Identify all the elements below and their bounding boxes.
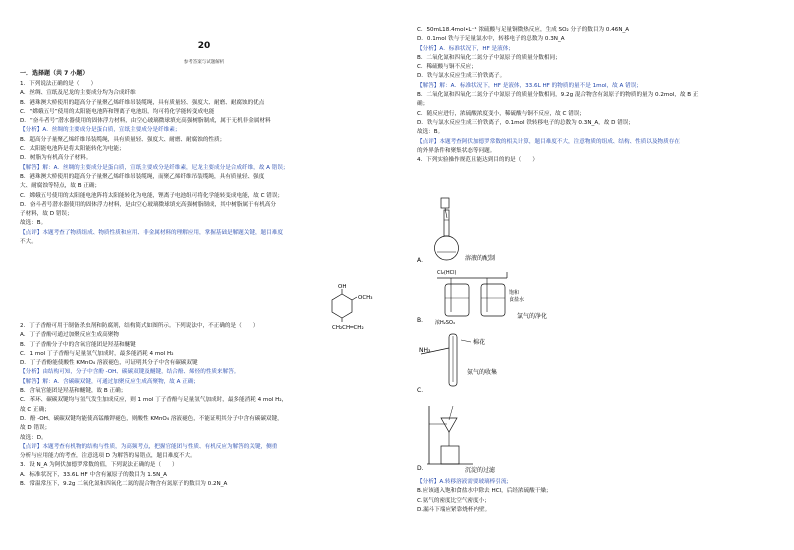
q3-analysis: 【分析】A．标准状况下，HF 是液体； xyxy=(417,45,514,52)
q4-analysis-line: C.氨气的密度比空气密度小； xyxy=(417,497,490,504)
beaker-icon xyxy=(441,446,459,464)
figure-filtration xyxy=(417,402,557,474)
q3-analysis-line: C．稀硫酸与铜不反应； xyxy=(417,64,477,71)
page-number-title: 20 xyxy=(197,41,211,51)
cotton-pointer xyxy=(461,340,471,342)
q2-comment: 【点评】本题考查有机物的结构与性质，为高频考点，把握官能团与性质、有机反应为解答的关键，侧重 xyxy=(20,443,278,450)
q1-analysis-line: C．太阳能电池阵是将太阳能转化为电能； xyxy=(20,146,125,153)
option-b-prefix: B． xyxy=(417,317,428,324)
flask-neck xyxy=(444,210,449,236)
figure-solution-preparation xyxy=(417,196,537,270)
q2-solution-line: 故 D 错误； xyxy=(20,425,51,432)
q3-option-c: C．50mL18.4mol•L⁻¹ 浓硫酸与足量铜微热反应，生成 SO₂ 分子的数目为 0.46N_A xyxy=(417,27,630,33)
brine-label: 食盐水 xyxy=(509,297,525,303)
q2-solution-line: B．含氧官能团是羟基和醚键，故 B 正确； xyxy=(20,388,127,395)
q1-analysis-line: D．树脂为有机高分子材料。 xyxy=(20,155,92,162)
q1-comment: 【点评】本题考查了物质组成、物质性质和应用、非金属材料的理解应用，掌握基础是解题关键，题目难度 xyxy=(20,229,283,236)
q3-analysis-line: D．铁与氯水反应生成三价铁离子。 xyxy=(417,73,506,80)
q3-solution: 【解答】解：A．标准状况下，HF 是液体，33.6L HF 的物质的量不是 1mol，故 A 错误； xyxy=(417,82,642,89)
figure-chlorine-purification xyxy=(417,268,557,328)
q1-option-c: C．“嫦娥五号”使用的太阳能电池阵和锂离子电池组，均可将化学能转变成电能 xyxy=(20,108,215,115)
pour-stream xyxy=(445,208,447,218)
question-3-continued xyxy=(417,26,780,165)
q1-line: 1．下列说法正确的是（ ） xyxy=(20,81,97,87)
q2-line: 2．丁子香酚可用于制备杀虫剂和防腐剂，结构简式如图所示。下列说法中，不正确的是（ ） xyxy=(20,323,259,329)
q2-comment-line: 分析与应用能力的考查，注意选项 D 为解答的易错点，题目难度不大。 xyxy=(20,453,196,460)
q2-option-d: D．丁子香酚能使酸性 KMnO₄ 溶液褪色，可证明其分子中含有碳碳双键 xyxy=(20,360,198,367)
question-1 xyxy=(20,80,388,247)
beaker-icon xyxy=(441,198,449,208)
option-a-label: 溶液的配制 xyxy=(465,255,496,262)
q3-option-a: A．标准状况下，33.6L HF 中含有氟原子的数目为 1.5N_A xyxy=(20,471,167,478)
q3-solution-line: B．二氧化氮和四氧化二氮分子中氮原子的质量分数相同，9.2g 混合物含有氮原子的物质的量为 0.2mol，故 B 正 xyxy=(417,92,699,99)
q1-solution-line: 故选：B。 xyxy=(20,220,47,227)
option-a-prefix: A． xyxy=(417,257,428,264)
q1-option-a: A．丝绸、宣纸及尼龙的主要成分均为合成纤维 xyxy=(20,90,136,97)
option-c-label: 氨气的收集 xyxy=(467,369,498,376)
q2-option-a: A．丁子香酚可通过加聚反应生成高聚物 xyxy=(20,332,119,339)
och3-bond xyxy=(352,297,357,300)
q3-analysis-line: B．二氧化氮和四氧化二氮分子中氮原子的质量分数相同； xyxy=(417,54,561,61)
q1-solution-line: B．港珠澳大桥使用的超高分子量聚乙烯纤维吊装缆绳，而聚乙烯纤维吊装缆绳，具有质量轻、强度 xyxy=(20,173,265,180)
question-2 xyxy=(20,322,388,489)
funnel-icon xyxy=(441,418,457,432)
q1-solution-line: 大、耐腐蚀等特点，故 B 正确； xyxy=(20,183,101,190)
side-chain-label: CH₂CH═CH₂ xyxy=(332,325,364,331)
q4-analysis: 【分析】A.转移溶液需要玻璃棒引流； xyxy=(417,479,513,485)
q1-solution-line: 子材料，故 D 错误； xyxy=(20,211,73,218)
option-d-label: 沉淀的过滤 xyxy=(465,467,496,474)
q1-solution: 【解答】解：A．丝绸的主要成分是蛋白质，宣纸主要成分是纤维素，尼龙主要成分是合成纤维，故 A 错误； xyxy=(20,164,289,171)
wash-bottle-2 xyxy=(481,284,505,316)
gas-inlet-label: Cl₂(HCl) xyxy=(437,270,457,276)
option-c-prefix: C． xyxy=(417,387,428,394)
saturated-label: 饱和 xyxy=(509,290,520,296)
q3-solution-line: D．铁与氯水反应生成三价铁离子，0.1mol 铁转移电子的总数为 0.3N_A，故 D 错误； xyxy=(417,119,634,126)
answer-subtitle: 参考答案与试题解析 xyxy=(183,60,225,65)
q4-analysis-line: B.应该通入饱和食盐水中除去 HCl，后经浓硫酸干燥； xyxy=(417,488,552,495)
q3-option-d: D．0.1mol 铁与于足量氯水中，转移电子的总数为 0.3N_A xyxy=(417,36,565,43)
wash-bottle-1 xyxy=(445,284,469,316)
section-heading: 一．选择题（共 7 小题） xyxy=(20,70,89,77)
och3-label: OCH₃ xyxy=(358,295,373,301)
q2-option-b: B．丁子香酚分子中的含氧官能团是羟基和醚键 xyxy=(20,341,136,348)
q1-option-d: D．“奋斗者号”潜水器使用的固体浮力材料，由空心玻璃微球填充高强树脂制成，属于无机非金属材料 xyxy=(20,118,271,125)
option-b-label: 氯气的净化 xyxy=(517,313,548,320)
q2-solution: 【解答】解：A．含碳碳双键，可通过加聚反应生成高聚物，故 A 正确； xyxy=(20,378,200,385)
q2-analysis: 【分析】由结构可知，分子中含酚 -OH、碳碳双键及醚键，结合酚、烯烃的性质来解答。 xyxy=(20,369,240,376)
q3-line: 3．设 N_A 为阿伏加德罗常数的值，下列说法正确的是（ ） xyxy=(20,462,178,469)
ammonia-label: NH₃ xyxy=(419,347,431,354)
figure-ammonia-collection xyxy=(417,330,557,394)
q3-solution-line: 故选：B。 xyxy=(417,129,444,136)
q2-solution-line: D．酚 -OH、碳碳双键均能使高锰酸钾褪色，则酸性 KMnO₄ 溶液褪色，不能证明其分子中含有碳碳双键， xyxy=(20,415,283,422)
q2-solution-line: C．苯环、碳碳双键均与氢气发生加成反应，则 1 mol 丁子香酚与足量氢气加成时，最多能消耗 4 mol H₂， xyxy=(20,397,288,404)
q4-line: 4．下列实验操作规范且能达到目的的是（ ） xyxy=(417,157,539,164)
q2-solution-line: 故选：D。 xyxy=(20,434,47,441)
q1-analysis: 【分析】A．丝绸的主要成分是蛋白质，宣纸主要成分是纤维素； xyxy=(20,127,181,134)
cotton-label: 棉花 xyxy=(473,339,486,346)
q1-option-b: B．港珠澳大桥使用的超高分子量聚乙烯纤维吊装缆绳，具有质量轻、强度大、耐磨、耐腐蚀的优点 xyxy=(20,99,265,106)
q1-comment-line: 不大。 xyxy=(20,239,37,246)
q1-solution-line: C．嫦娥五号使用的太阳能电池阵将太阳能转化为电能，锂离子电池组可将化学能转变成电能，故 C 错误； xyxy=(20,192,284,199)
q4-analysis-line: D.漏斗下端应紧靠烧杯内壁。 xyxy=(417,506,491,513)
q3-option-b: B．常温常压下，9.2g 二氧化氮和四氧化二氮的混合物含有氮原子的数目为 0.2N_A xyxy=(20,481,228,488)
q3-solution-line: C．随反应进行，浓硫酸浓度变小，稀硫酸与铜不反应，故 C 错误； xyxy=(417,110,585,117)
option-d-prefix: D． xyxy=(417,465,428,472)
question-4-analysis xyxy=(417,478,780,515)
conc-sulfuric-acid-label: 浓H₂SO₄ xyxy=(435,320,455,326)
oh-label: OH xyxy=(338,284,347,290)
q1-solution-line: D．奋斗者号潜水器使用的固体浮力材料，是由空心玻璃微球填充高强树脂制成，其中树脂属于有机高分 xyxy=(20,201,277,208)
q3-comment-line: 的外界条件和聚集状态等问题。 xyxy=(417,147,496,154)
q3-comment: 【点评】本题考查阿伏加德罗常数的相关计算，题目难度不大，注意物质的组成、结构、性质以及物质存在 xyxy=(417,138,680,145)
q3-solution-line: 确； xyxy=(417,101,429,108)
volumetric-flask-icon xyxy=(435,236,459,260)
q2-solution-line: 故 C 正确； xyxy=(20,406,50,413)
q2-option-c: C．1 mol 丁子香酚与足量氢气加成时，最多能消耗 4 mol H₂ xyxy=(20,350,174,357)
benzene-ring xyxy=(332,294,352,318)
q1-analysis-line: B．超高分子量聚乙烯纤维吊装缆绳，具有质量轻、强度大、耐磨、耐腐蚀的性质； xyxy=(20,136,226,143)
